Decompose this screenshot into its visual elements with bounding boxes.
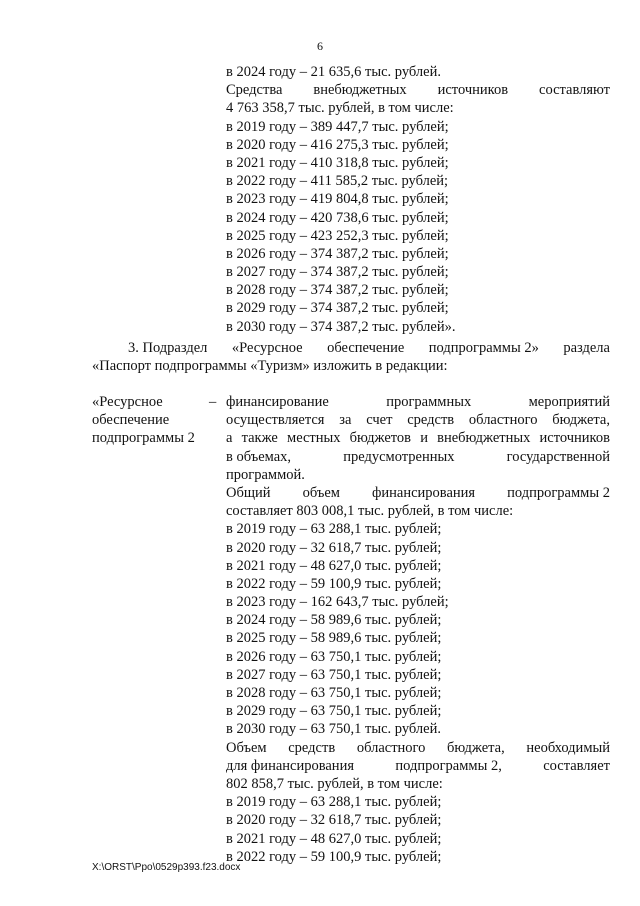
year-line: в 2024 году – 420 738,6 тыс. рублей;: [226, 209, 449, 226]
label-line: подпрограммы 2: [92, 430, 195, 447]
year-line: в 2025 году – 423 252,3 тыс. рублей;: [226, 227, 449, 244]
word: а: [226, 430, 233, 447]
word: осуществляется: [226, 412, 325, 429]
year-line: в 2020 году – 416 275,3 тыс. рублей;: [226, 136, 449, 153]
year-line: в 2030 году – 63 750,1 тыс. рублей.: [226, 721, 441, 738]
word: источников: [539, 430, 610, 447]
year-line: в 2024 году – 58 989,6 тыс. рублей;: [226, 612, 442, 629]
year-list-total: [226, 520, 610, 738]
section-3-line-2: «Паспорт подпрограммы «Туризм» изложить в редакции:: [92, 358, 448, 375]
funding-continuation-block: [226, 63, 610, 336]
word: подпрограммы 2»: [428, 340, 539, 356]
year-line: в 2022 году – 59 100,9 тыс. рублей;: [226, 575, 442, 592]
year-line: в 2027 году – 374 387,2 тыс. рублей;: [226, 264, 449, 281]
word: мероприятий: [528, 394, 610, 410]
justified-line: [226, 393, 610, 411]
year-line: в 2027 году – 63 750,1 тыс. рублей;: [226, 666, 442, 683]
year-line: в 2023 году – 419 804,8 тыс. рублей;: [226, 191, 449, 208]
word: за: [339, 412, 352, 429]
year-line: в 2019 году – 63 288,1 тыс. рублей;: [226, 794, 442, 811]
year-line: в 2029 году – 63 750,1 тыс. рублей;: [226, 703, 442, 720]
word: местных: [287, 430, 341, 447]
label-line: обеспечение: [92, 412, 170, 429]
text-line: в 2024 году – 21 635,6 тыс. рублей.: [226, 64, 441, 80]
word: областного: [356, 739, 426, 756]
page-number: 6: [317, 39, 323, 53]
year-line: в 2022 году – 59 100,9 тыс. рублей;: [226, 848, 442, 865]
justified-line: [226, 448, 610, 466]
year-line: в 2025 году – 58 989,6 тыс. рублей;: [226, 630, 442, 647]
year-line: в 2020 году – 32 618,7 тыс. рублей;: [226, 812, 442, 829]
word: областного: [468, 412, 538, 429]
year-list-regional: [226, 793, 610, 866]
total-funding-intro-line: [226, 484, 610, 502]
year-line: в 2026 году – 374 387,2 тыс. рублей;: [226, 245, 449, 262]
year-line: в 2021 году – 48 627,0 тыс. рублей;: [226, 830, 442, 847]
section-3-paragraph: [92, 339, 610, 375]
word: бюджета,: [552, 412, 610, 429]
resource-content: [226, 393, 610, 866]
word: также: [241, 430, 278, 447]
word: бюджета,: [447, 739, 505, 756]
word: необходимый: [526, 739, 610, 756]
word: предусмотренных: [343, 448, 455, 465]
resource-label: [92, 393, 222, 448]
word: для финансирования: [226, 757, 354, 774]
word: Объем: [226, 739, 267, 756]
word: составляют: [539, 82, 610, 99]
year-line: в 2021 году – 410 318,8 тыс. рублей;: [226, 154, 449, 171]
label-dash: –: [209, 394, 217, 410]
year-line: в 2019 году – 63 288,1 тыс. рублей;: [226, 521, 442, 538]
word: средств: [407, 412, 455, 429]
word: программных: [386, 394, 472, 410]
regional-funding-intro-line-1: [226, 739, 610, 757]
word: «Ресурсное: [231, 340, 303, 356]
word: счет: [366, 412, 393, 429]
word: подпрограммы 2: [507, 484, 610, 501]
year-line: в 2028 году – 63 750,1 тыс. рублей;: [226, 685, 442, 701]
justified-line: [226, 429, 610, 447]
word: подпрограммы 2,: [395, 757, 502, 774]
word: финансирования: [372, 484, 476, 501]
year-line: в 2020 году – 32 618,7 тыс. рублей;: [226, 539, 442, 556]
justified-line: [226, 411, 610, 429]
text-line: 4 763 358,7 тыс. рублей, в том числе:: [226, 100, 454, 117]
year-line: в 2029 году – 374 387,2 тыс. рублей;: [226, 300, 449, 317]
word: и: [420, 430, 428, 447]
word: финансирование: [226, 394, 329, 410]
word: государственной: [506, 448, 610, 465]
text-line: составляет 803 008,1 тыс. рублей, в том числе:: [226, 503, 514, 520]
year-line: в 2019 году – 389 447,7 тыс. рублей;: [226, 118, 449, 135]
text-line: программой.: [226, 466, 305, 483]
word: внебюджетных: [437, 430, 531, 447]
word: раздела: [563, 340, 610, 356]
word: Средства: [226, 82, 283, 99]
word: составляет: [543, 757, 610, 774]
year-line: в 2028 году – 374 387,2 тыс. рублей;: [226, 282, 449, 299]
year-line: в 2021 году – 48 627,0 тыс. рублей;: [226, 557, 442, 574]
word: объем: [302, 484, 340, 501]
word: бюджетов: [349, 430, 412, 447]
file-path-footer: X:\ORST\Ppo\0529p393.f23.docx: [92, 862, 241, 873]
year-line: в 2023 году – 162 643,7 тыс. рублей;: [226, 594, 449, 611]
word: источников: [437, 82, 509, 99]
year-list-extra-budget: [226, 118, 610, 336]
year-line: в 2022 году – 411 585,2 тыс. рублей;: [226, 173, 449, 190]
word: обеспечение: [327, 340, 405, 356]
section-3-line-1: [92, 339, 610, 357]
label-line: «Ресурсное: [92, 394, 163, 410]
year-line: в 2030 году – 374 387,2 тыс. рублей».: [226, 318, 456, 335]
word: Общий: [226, 484, 271, 501]
regional-funding-intro-line-2: [226, 757, 610, 775]
text-line: 802 858,7 тыс. рублей, в том числе:: [226, 775, 443, 792]
word: в объемах,: [226, 448, 292, 465]
word: 3. Подраздел: [128, 340, 208, 356]
word: средств: [288, 739, 336, 756]
extra-budget-intro-line: [226, 81, 610, 99]
word: внебюджетных: [313, 82, 407, 99]
year-line: в 2026 году – 63 750,1 тыс. рублей;: [226, 648, 442, 665]
